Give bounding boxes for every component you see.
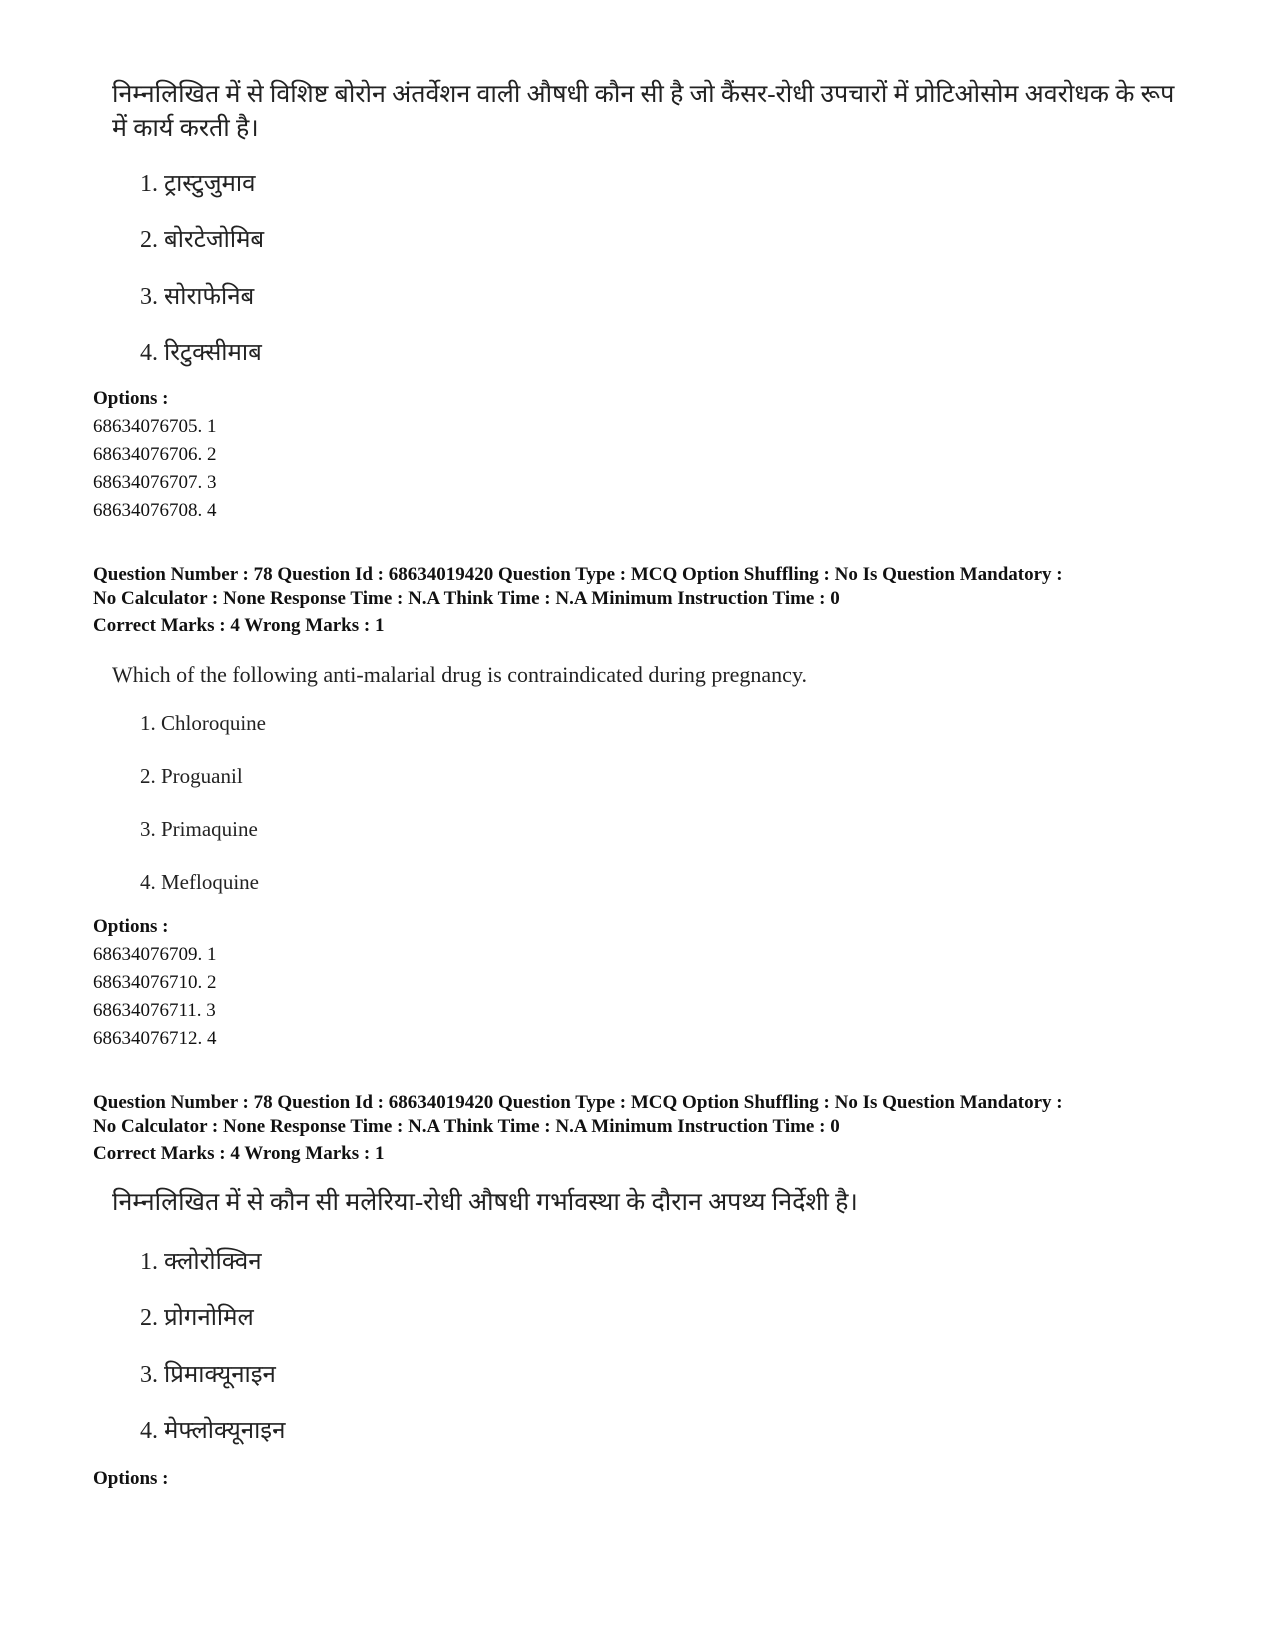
option-id-row: 68634076708. 4 [93,500,217,521]
question-meta-line2: No Calculator : None Response Time : N.A Think Time : N.A Minimum Instruction Time : 0 [93,1116,840,1137]
option-id-row: 68634076711. 3 [93,1000,216,1021]
choice-4: 4. रिटुक्सीमाब [140,340,262,366]
choice-4: 4. Mefloquine [140,870,259,894]
question-meta-line1: Question Number : 78 Question Id : 68634019420 Question Type : MCQ Option Shuffling : No Is Question Mandatory : [93,564,1063,585]
question-marks: Correct Marks : 4 Wrong Marks : 1 [93,615,385,636]
options-label: Options : [93,388,169,409]
choice-3: 3. Primaquine [140,817,258,841]
options-label: Options : [93,1468,169,1489]
choice-2: 2. बोरटेजोमिब [140,227,265,253]
choice-3: 3. सोराफेनिब [140,284,255,310]
choice-1: 1. Chloroquine [140,711,266,735]
question-text-hindi-malaria: निम्नलिखित में से कौन सी मलेरिया-रोधी औषधी गर्भावस्था के दौरान अपथ्य निर्देशी है। [112,1189,858,1216]
choice-4: 4. मेफ्लोक्यूनाइन [140,1418,286,1444]
choice-1: 1. ट्रास्टुजुमाव [140,171,256,197]
option-id-row: 68634076712. 4 [93,1028,217,1049]
choice-2: 2. प्रोगनोमिल [140,1305,254,1331]
option-id-row: 68634076710. 2 [93,972,217,993]
choice-2: 2. Proguanil [140,764,243,788]
choice-3: 3. प्रिमाक्यूनाइन [140,1362,276,1388]
question-meta-line2: No Calculator : None Response Time : N.A Think Time : N.A Minimum Instruction Time : 0 [93,588,840,609]
option-id-row: 68634076706. 2 [93,444,217,465]
question-text-hindi-boron: निम्नलिखित में से विशिष्ट बोरोन अंतर्वेशन वाली औषधी कौन सी है जो कैंसर-रोधी उपचारों में प्रोटिओसोम अवरोधक के रूप में कार्य करती है। [112,81,1175,142]
question-marks: Correct Marks : 4 Wrong Marks : 1 [93,1143,385,1164]
question-text-english: Which of the following anti-malarial drug is contraindicated during pregnancy. [112,662,808,687]
choice-1: 1. क्लोरोक्विन [140,1249,262,1275]
option-id-row: 68634076707. 3 [93,472,217,493]
options-label: Options : [93,916,169,937]
question-meta-line1: Question Number : 78 Question Id : 68634019420 Question Type : MCQ Option Shuffling : No Is Question Mandatory : [93,1092,1063,1113]
option-id-row: 68634076709. 1 [93,944,217,965]
option-id-row: 68634076705. 1 [93,416,217,437]
